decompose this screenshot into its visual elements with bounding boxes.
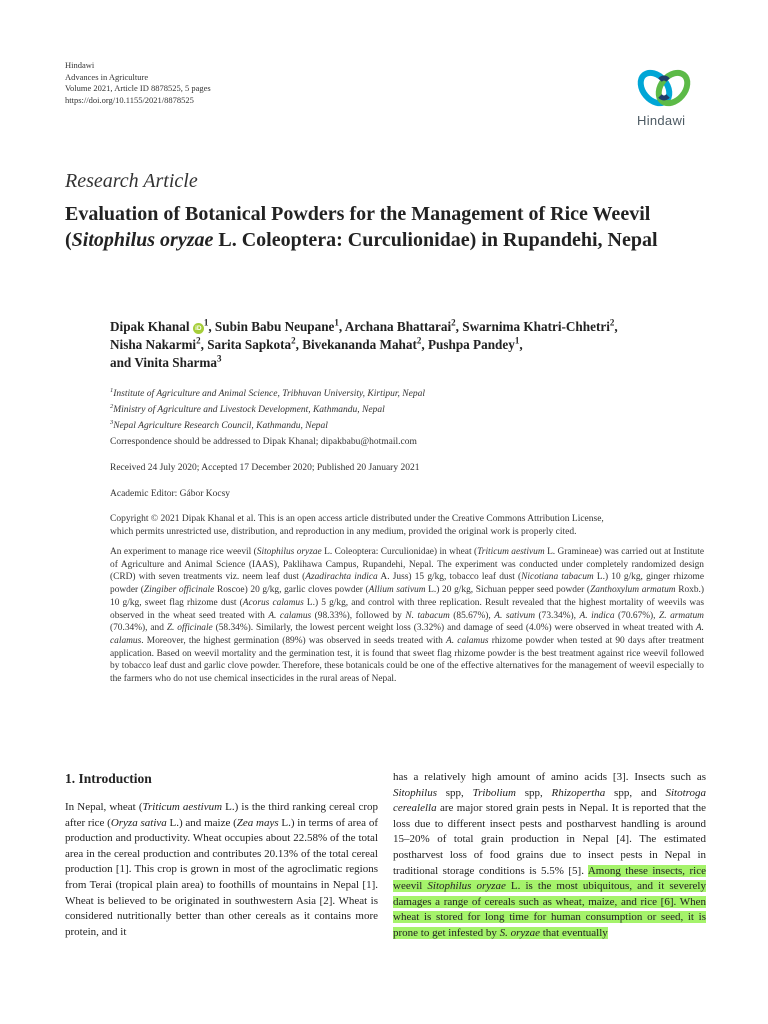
affiliation: [110, 401, 425, 417]
text-segment: that eventually: [539, 926, 608, 939]
author-name: Swarnima Khatri-Chhetri: [462, 319, 610, 334]
correspondence: Correspondence should be addressed to Dipak Khanal; dipakbabu@hotmail.com: [110, 437, 417, 447]
text-segment: Nicotiana tabacum: [521, 572, 594, 583]
author-name: Bivekananda Mahat: [302, 337, 417, 352]
affiliation-text: Institute of Agriculture and Animal Science, Tribhuvan University, Kirtipur, Nepal: [113, 389, 425, 400]
affiliation-text: Ministry of Agriculture and Livestock Development, Kathmandu, Nepal: [113, 404, 385, 415]
text-segment: S. oryzae: [499, 926, 540, 939]
text-segment: Z. armatum: [659, 610, 704, 621]
author-name: Dipak Khanal: [110, 319, 190, 334]
left-column-text: [65, 800, 378, 940]
text-segment: Zea mays: [236, 816, 279, 829]
author-affiliation-mark: 2: [416, 335, 422, 346]
volume-line: Volume 2021, Article ID 8878525, 5 pages: [65, 83, 211, 93]
doi-link[interactable]: https://doi.org/10.1155/2021/8878525: [65, 94, 194, 105]
text-segment: Triticum aestivum: [477, 547, 545, 557]
text-segment: N. tabacum: [405, 610, 450, 621]
text-segment: (73.34%),: [535, 610, 580, 621]
publisher-name: Hindawi: [65, 60, 95, 70]
title-part1: Evaluation of Botanical Powders for the Management of Rice Weevil (: [65, 203, 651, 251]
text-segment: Azadirachta indica: [305, 572, 378, 583]
author-name: Archana Bhattarai: [344, 319, 452, 334]
text-segment: Roxb.) 10 g/kg, sweet flag rhizome dust (: [110, 585, 704, 608]
text-segment: Sitophilus oryzae: [427, 880, 506, 893]
affiliation: [110, 417, 425, 433]
text-segment: A. Juss) 15 g/kg, tobacco leaf dust (: [377, 572, 522, 583]
copyright-notice: [110, 513, 604, 539]
text-segment: Roscoe) 20 g/kg, garlic cloves powder (: [214, 585, 369, 596]
text-segment: L.) 20 g/kg, Sichuan pepper seed powder (: [425, 585, 591, 596]
text-segment: (70.34%), and: [110, 623, 167, 634]
author-affiliation-mark: 1: [203, 317, 209, 328]
text-segment: A. calamus: [110, 623, 704, 646]
text-segment: A. sativum: [494, 610, 536, 621]
text-segment: Triticum aestivum: [142, 801, 223, 813]
author-affiliation-mark: 2: [291, 335, 296, 346]
text-segment: L.) 5 g/kg, and control with three replication. Result revealed that the highest mortality of weevils was observed in the wheat seed treated with: [110, 597, 704, 621]
text-segment: are major stored grain pests in Nepal. It is reported that the loss due to different insect pests and postharvest handling is around 15–20% of total grain production in Nepal [4]. The estimated postharvest loss of food grains due to insect pests in Nepal in traditional storage conditions is 5.5% [5].: [393, 802, 706, 877]
author-name: Sarita Sapkota: [207, 337, 292, 352]
text-segment: (85.67%),: [449, 610, 495, 621]
text-segment: has a relatively high amount of amino acids [3]. Insects such as: [393, 771, 706, 783]
text-segment: L.) and maize (: [166, 816, 237, 829]
text-segment: Z. officinale: [166, 623, 213, 634]
journal-meta: [65, 60, 211, 106]
text-segment: spp,: [437, 786, 473, 799]
text-segment: spp, and: [605, 786, 666, 799]
abstract-text: [110, 546, 704, 686]
hindawi-logo-text: Hindawi: [637, 113, 686, 128]
author-name: Nisha Nakarmi: [110, 337, 197, 352]
affiliation-number: 1: [110, 387, 114, 394]
text-segment: An experiment to manage rice weevil (: [110, 547, 257, 557]
author-list: Dipak Khanal $iD^1$, Subin Babu Neupane$^1$, Archana Bhattarai$^2$, Swarnima Khatri-Chhetri$^2$, Nisha Nakarmi$^2$, Sarita Sapkota$^2$, Bivekananda Mahat$^2$, Pushpa Pandey$^1$, and Vinita Sharma$^3$: [110, 317, 618, 370]
text-segment: Zanthoxylum armatum: [590, 585, 676, 596]
affiliation-text: Nepal Agriculture Research Council, Kathmandu, Nepal: [113, 420, 328, 431]
text-segment: A. indica: [579, 610, 615, 621]
text-segment: L.) 10 g/kg, ginger rhizome powder (: [110, 572, 704, 596]
text-segment: Oryza sativa: [110, 816, 167, 829]
right-column-text: [393, 770, 706, 942]
copyright-line-2: which permits unrestricted use, distribution, and reproduction in any medium, provided the original work is properly cited.: [110, 526, 577, 537]
author-affiliation-mark: 1: [514, 335, 520, 346]
author-affiliation-mark: 2: [196, 335, 201, 346]
author-name: Subin Babu Neupane: [214, 319, 335, 334]
text-segment: L. Coleoptera: Curculionidae) in wheat (: [321, 547, 478, 557]
journal-name: Advances in Agriculture: [65, 71, 149, 82]
text-segment: L.) is the third ranking cereal crop after rice (: [65, 801, 378, 829]
author-name: Pushpa Pandey: [427, 337, 515, 352]
article-type: Research Article: [65, 170, 198, 192]
text-segment: A. calamus: [446, 635, 489, 646]
text-segment: spp,: [515, 786, 552, 799]
author-affiliation-mark: 1: [334, 317, 339, 328]
author-affiliation-mark: 3: [217, 353, 222, 364]
publication-dates: Received 24 July 2020; Accepted 17 December 2020; Published 20 January 2021: [110, 463, 420, 473]
text-segment: L. Gramineae) was carried out at Institute of Agriculture and Animal Science (IAAS), Paklihawa Campus, Rupandehi, Nepal. The experiment was conducted under completely randomized design (CRD) with seven treatments viz. neem leaf dust (: [110, 547, 704, 583]
text-segment: (98.33%), followed by: [311, 610, 406, 621]
text-segment: . Moreover, the highest germination (89%) was observed in seeds treated with: [141, 635, 447, 646]
text-segment: Sitotroga cerealella: [393, 786, 707, 815]
text-segment: L. is the most ubiquitous, and it severely damages a range of cereals such as wheat, maize, and rice [6]. When wheat is stored for long time for human consumption or seed, it is prone to get infested by: [393, 880, 706, 939]
text-segment: (58.34%). Similarly, the lowest percent weight loss (3.32%) and damage of seed (4.0%) were observed in wheat treated with: [212, 623, 696, 634]
text-segment: Allium sativum: [368, 585, 426, 596]
text-segment: L.) in terms of area of production and productivity. Wheat occupies about 22.58% of the total area in the cereal production and contributes 20.13% of the total cereal production [1]. This crop is grown in most of the agroclimatic regions from Terai (tropical plain area) to foothills of mountains in Nepal [1]. Wheat is believed to be originated in southwestern Asia [2]. Wheat is considered nutritionally better than other cereals as it contains more protein, and it: [65, 816, 378, 938]
author-affiliation-mark: 2: [609, 317, 615, 328]
text-segment: Sitophilus: [393, 786, 438, 799]
paper-title: [65, 201, 705, 253]
affiliation-number: 3: [110, 418, 114, 426]
text-segment: Tribolium: [472, 786, 516, 799]
text-segment: Rhizopertha: [551, 786, 606, 799]
text-segment: In Nepal, wheat (: [65, 801, 143, 813]
text-segment: Among these insects, rice weevil: [393, 864, 706, 893]
author-affiliation-mark: 2: [451, 317, 456, 328]
text-segment: (70.67%),: [614, 610, 660, 621]
copyright-line-1: Copyright © 2021 Dipak Khanal et al. This is an open access article distributed under the Creative Commons Attribution License,: [110, 514, 604, 524]
title-part2: L. Coleoptera: Curculionidae) in Rupandehi, Nepal: [213, 229, 658, 251]
section-heading: 1. Introduction: [65, 771, 152, 786]
affiliation-list: [110, 385, 425, 432]
orcid-icon[interactable]: iD: [193, 323, 204, 334]
text-segment: rhizome powder when tested at 90 days after treatment application. Based on weevil mortality and the germination test, it is found that sweet flag rhizome powder is the best treatment against rice weevil followed by tobacco leaf dust and garlic clove powder. Therefore, these botanicals could be one of the effective alternatives for the management of weevil especially to the farmers who do not use chemical insecticides in the rural areas of Nepal.: [110, 635, 704, 685]
body-right-column: [393, 770, 706, 942]
affiliation-number: 2: [110, 402, 114, 410]
affiliation: [110, 385, 425, 401]
academic-editor: Academic Editor: Gábor Kocsy: [110, 489, 231, 499]
title-species: Sitophilus oryzae: [71, 229, 214, 251]
text-segment: Acorus calamus: [242, 597, 304, 608]
text-segment: Zingiber officinale: [143, 585, 215, 596]
text-segment: A. calamus: [268, 610, 312, 621]
abstract: [110, 546, 704, 686]
text-segment: Sitophilus oryzae: [256, 547, 322, 557]
body-left-column: [65, 800, 378, 940]
author-name: and Vinita Sharma: [110, 355, 217, 370]
